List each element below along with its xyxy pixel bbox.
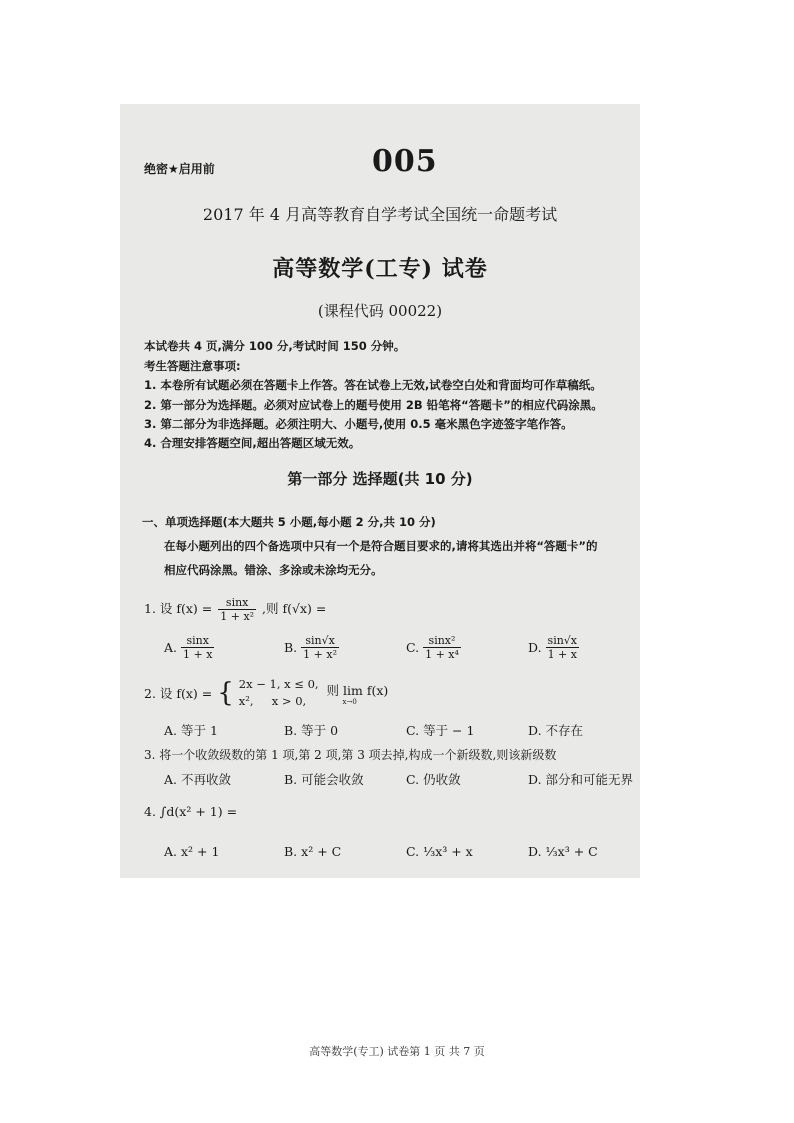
- option-text: 等于 0: [301, 723, 339, 738]
- option-text: x² + 1: [181, 844, 220, 859]
- option-label: B.: [284, 640, 298, 655]
- fraction-denominator: 1 + x: [183, 648, 213, 661]
- fraction-denominator: 1 + x⁴: [425, 648, 459, 661]
- option-text: ⅓x³ + C: [545, 844, 598, 859]
- option-text: 可能会收敛: [301, 772, 364, 787]
- instruction-line: 在每小题列出的四个备选项中只有一个是符合题目要求的,请将其选出并将“答题卡”的: [164, 539, 598, 553]
- subject-title: 高等数学(工专) 试卷: [272, 256, 488, 282]
- option-label: A.: [164, 723, 178, 738]
- part-one-heading: 第一部分 选择题(共 10 分): [287, 470, 473, 488]
- course-code: (课程代码 00022): [317, 302, 443, 320]
- question-3: 3. 将一个收敛级数的第 1 项,第 2 项,第 3 项去掉,构成一个新级数,则该新级数: [144, 748, 557, 762]
- page-footer: 高等数学(专工) 试卷第 1 页 共 7 页: [309, 1045, 485, 1058]
- option-label: C.: [406, 844, 420, 859]
- option-d: [528, 844, 598, 859]
- option-label: B.: [284, 844, 298, 859]
- question-4: 4. ∫d(x² + 1) =: [144, 804, 238, 819]
- option-text: ⅓x³ + x: [423, 844, 473, 859]
- secret-label: 绝密★启用前: [144, 162, 215, 176]
- option-fraction: [301, 634, 339, 661]
- option-b: [284, 770, 364, 788]
- note-item: 1. 本卷所有试题必须在答题卡上作答。答在试卷上无效,试卷空白处和背面均可作草稿纸。: [144, 378, 602, 392]
- option-d: [528, 770, 633, 788]
- option-b: [284, 634, 339, 661]
- option-label: B.: [284, 723, 298, 738]
- option-label: C.: [406, 772, 420, 787]
- option-text: 不再收敛: [181, 772, 232, 787]
- note-item: 4. 合理安排答题空间,超出答题区域无效。: [144, 436, 361, 450]
- option-label: D.: [528, 844, 542, 859]
- option-label: D.: [528, 772, 542, 787]
- option-fraction: [546, 634, 579, 661]
- fraction-numerator: sin√x: [301, 634, 339, 648]
- option-label: C.: [406, 640, 420, 655]
- option-c: [406, 770, 461, 788]
- option-fraction: [423, 634, 461, 661]
- option-label: D.: [528, 723, 542, 738]
- option-label: B.: [284, 772, 298, 787]
- fraction-numerator: sinx: [218, 596, 256, 610]
- question-1-suffix: ,则 f(√x) =: [262, 601, 327, 616]
- option-c: [406, 844, 473, 859]
- note-item: 2. 第一部分为选择题。必须对应试卷上的题号使用 2B 铅笔将“答题卡”的相应代码涂黑。: [144, 398, 603, 412]
- fraction-numerator: sinx²: [423, 634, 461, 648]
- option-label: D.: [528, 640, 542, 655]
- option-label: A.: [164, 640, 178, 655]
- question-2: [144, 676, 388, 710]
- fraction-numerator: sinx: [181, 634, 214, 648]
- question-1: [144, 596, 326, 623]
- option-label: A.: [164, 772, 178, 787]
- piecewise-case: x², x > 0,: [238, 694, 307, 708]
- limit-text: 则 lim f(x): [326, 682, 389, 698]
- exam-title: 2017 年 4 月高等教育自学考试全国统一命题考试: [202, 205, 558, 224]
- option-a: [164, 721, 218, 739]
- fraction-numerator: sin√x: [547, 634, 578, 647]
- option-a: [164, 770, 231, 788]
- question-1-fraction: [218, 596, 256, 623]
- fraction-denominator: 1 + x²: [220, 610, 255, 623]
- option-text: 等于 1: [181, 723, 218, 738]
- option-b: [284, 721, 338, 739]
- scanned-page: [120, 104, 640, 878]
- option-text: 不存在: [545, 723, 584, 738]
- brace-icon: {: [217, 678, 234, 708]
- option-d: [528, 634, 579, 661]
- limit-subscript: x→0: [342, 697, 357, 706]
- option-text: 等于 − 1: [423, 723, 475, 738]
- piecewise-cases: [239, 676, 319, 710]
- option-label: C.: [406, 723, 420, 738]
- limit-expression: [327, 681, 389, 706]
- option-text: x² + C: [301, 844, 342, 859]
- option-b: [284, 844, 341, 859]
- paper-number: 005: [372, 144, 438, 179]
- option-text: 仍收敛: [423, 772, 461, 787]
- option-fraction: [181, 634, 214, 661]
- instruction-line: 相应代码涂黑。错涂、多涂或未涂均无分。: [164, 563, 383, 577]
- option-a: [164, 844, 219, 859]
- option-text: 部分和可能无界: [545, 772, 634, 787]
- exam-summary: 本试卷共 4 页,满分 100 分,考试时间 150 分钟。: [144, 339, 406, 353]
- option-c: [406, 721, 474, 739]
- section-title: 一、单项选择题(本大题共 5 小题,每小题 2 分,共 10 分): [142, 515, 436, 529]
- notes-heading: 考生答题注意事项:: [144, 359, 241, 373]
- option-c: [406, 634, 461, 661]
- note-item: 3. 第二部分为非选择题。必须注明大、小题号,使用 0.5 毫米黑色字迹签字笔作答。: [144, 417, 573, 431]
- question-2-prefix: 2. 设 f(x) =: [144, 686, 213, 701]
- piecewise-case: 2x − 1, x ≤ 0,: [238, 677, 319, 691]
- option-a: [164, 634, 214, 661]
- fraction-denominator: 1 + x: [547, 648, 577, 661]
- question-1-prefix: 1. 设 f(x) =: [144, 601, 213, 616]
- option-label: A.: [164, 844, 178, 859]
- option-d: [528, 721, 583, 739]
- fraction-denominator: 1 + x²: [303, 648, 337, 661]
